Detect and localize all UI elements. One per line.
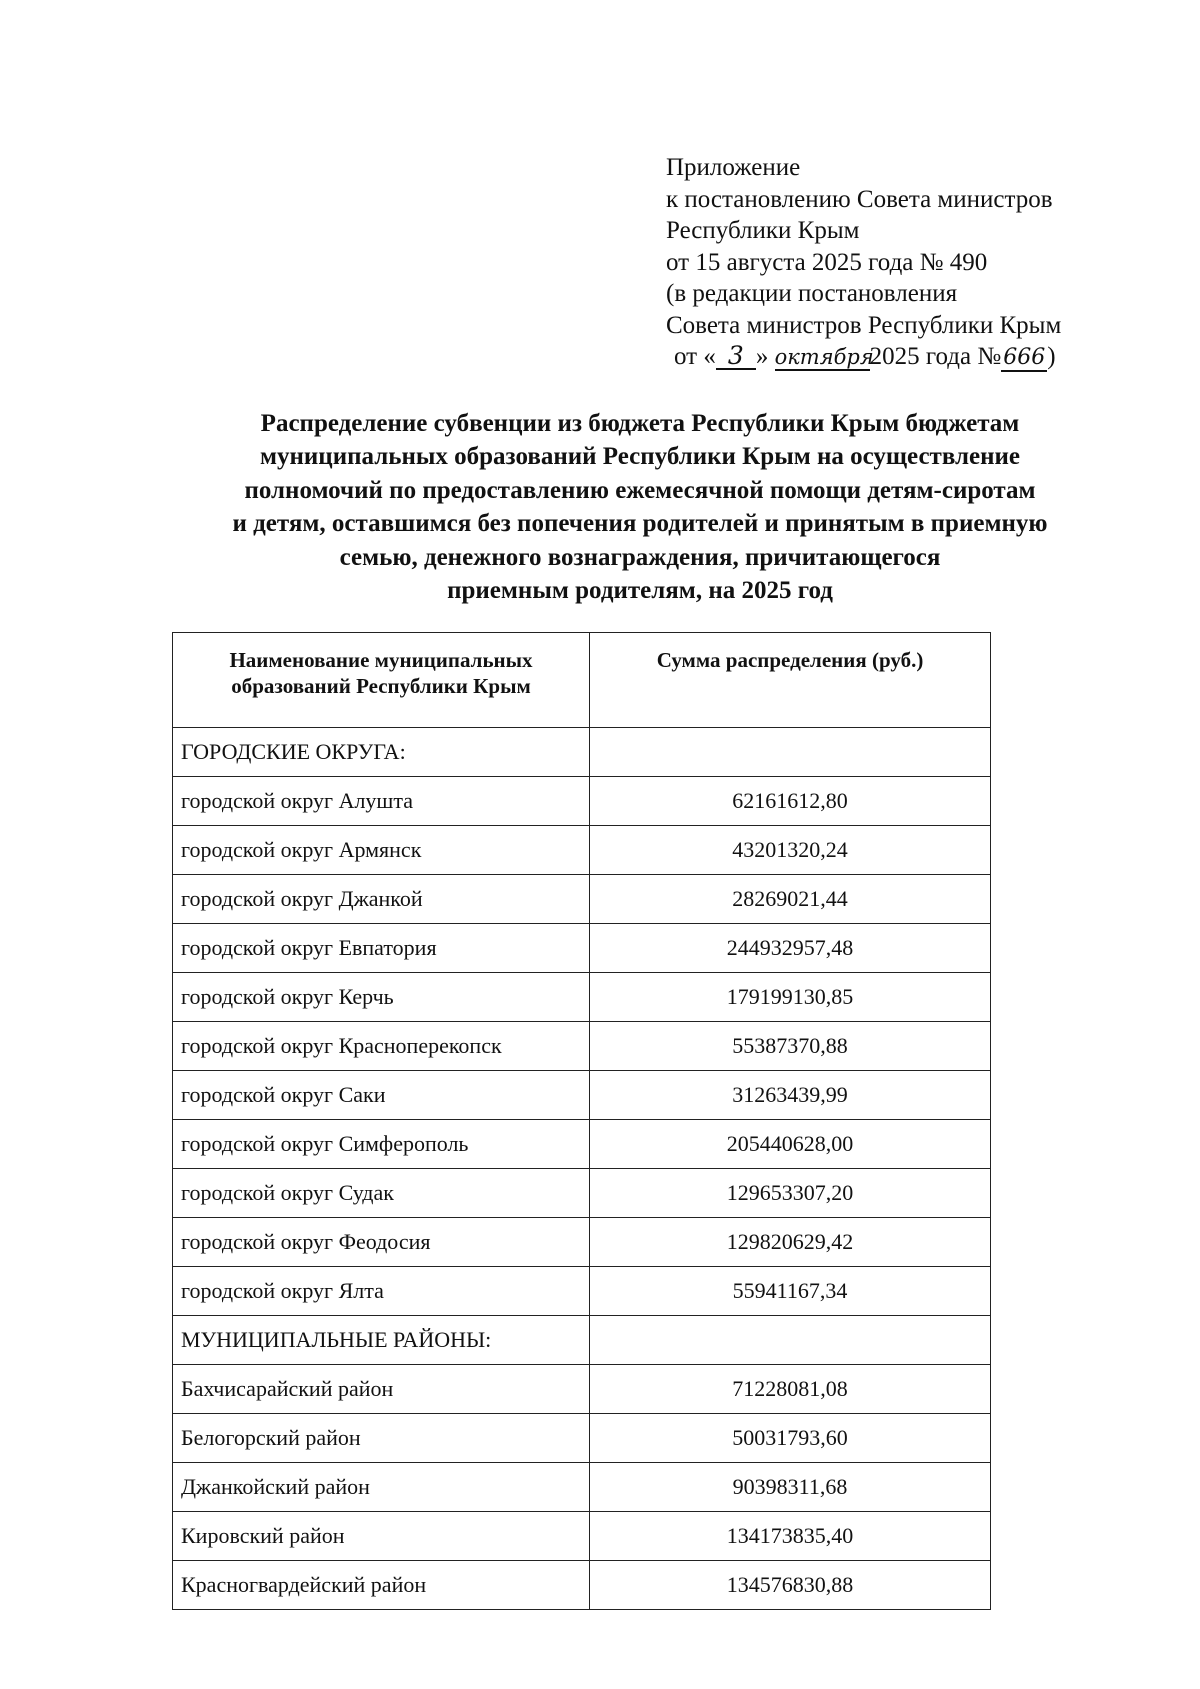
amount-cell: 62161612,80 [590,777,991,826]
amount-cell: 90398311,68 [590,1463,991,1512]
distribution-table [172,632,991,1610]
amount-cell: 50031793,60 [590,1414,991,1463]
title-line: полномочий по предоставлению ежемесячной помощи детям-сиротам [244,476,1036,504]
amount-cell: 43201320,24 [590,826,991,875]
municipality-cell: Кировский район [173,1512,590,1561]
header-amount: Сумма распределения (руб.) [590,633,991,728]
table-header-row [173,633,991,728]
table-section-row [173,728,991,777]
annex-line: Совета министров Республики Крым [666,311,1062,339]
annex-date-line [666,341,1061,373]
municipality-cell: Белогорский район [173,1414,590,1463]
document-title [170,407,1110,607]
amount-cell: 55387370,88 [590,1022,991,1071]
amount-cell: 205440628,00 [590,1120,991,1169]
municipality-cell: городской округ Судак [173,1169,590,1218]
date-suffix: ) [1047,343,1056,370]
amount-cell: 134576830,88 [590,1561,991,1610]
amount-cell: 55941167,34 [590,1267,991,1316]
annex-line: Приложение [666,154,801,181]
amount-cell: 71228081,08 [590,1365,991,1414]
table-row [173,875,991,924]
municipality-cell: городской округ Джанкой [173,875,590,924]
amount-cell [590,1316,991,1365]
annex-line: (в редакции постановления [666,280,958,307]
handwritten-month: октября [774,345,874,369]
amount-cell [590,728,991,777]
municipality-cell: Бахчисарайский район [173,1365,590,1414]
municipality-cell: городской округ Керчь [173,973,590,1022]
municipality-cell: Красногвардейский район [173,1561,590,1610]
municipality-cell: городской округ Симферополь [173,1120,590,1169]
amount-cell: 31263439,99 [590,1071,991,1120]
municipality-cell: городской округ Евпатория [173,924,590,973]
municipality-cell: Джанкойский район [173,1463,590,1512]
date-mid: » [755,343,769,370]
table-row [173,1022,991,1071]
section-label: ГОРОДСКИЕ ОКРУГА: [173,728,590,777]
amount-cell: 134173835,40 [590,1512,991,1561]
amount-cell: 129820629,42 [590,1218,991,1267]
table-row [173,1267,991,1316]
amount-cell: 179199130,85 [590,973,991,1022]
table-row [173,777,991,826]
table-row [173,1120,991,1169]
amount-cell: 28269021,44 [590,875,991,924]
title-line: приемным родителям, на 2025 год [447,577,833,605]
amount-cell: 244932957,48 [590,924,991,973]
amount-cell: 129653307,20 [590,1169,991,1218]
annex-line: Республики Крым [666,217,860,244]
handwritten-number: 666 [1003,345,1046,370]
date-prefix: от « [674,343,716,370]
municipality-cell: городской округ Армянск [173,826,590,875]
annex-line: от 15 августа 2025 года № 490 [666,248,988,276]
table-row [173,826,991,875]
title-line: и детям, оставшимся без попечения родителей и принятым в приемную [232,510,1048,538]
municipality-cell: городской округ Ялта [173,1267,590,1316]
table-row [173,924,991,973]
title-line: Распределение субвенции из бюджета Республики Крым бюджетам [260,410,1020,437]
table-row [173,1169,991,1218]
title-line: муниципальных образований Республики Крым на осуществление [259,443,1021,471]
municipality-cell: городской округ Саки [173,1071,590,1120]
table-row [173,1561,991,1610]
municipality-cell: городской округ Феодосия [173,1218,590,1267]
annex-block [666,152,1061,373]
header-municipality: Наименование муниципальных образований Республики Крым [173,633,590,728]
handwritten-day: 3 [716,344,756,370]
table-row [173,973,991,1022]
table-section-row [173,1316,991,1365]
annex-line: к постановлению Совета министров [666,185,1053,213]
table-row [173,1414,991,1463]
table-row [173,1512,991,1561]
title-line: семью, денежного вознаграждения, причитающегося [339,543,941,571]
date-year: 2025 года № [869,343,1002,370]
table-row [173,1218,991,1267]
table-row [173,1071,991,1120]
table-row [173,1463,991,1512]
table-row [173,1365,991,1414]
municipality-cell: городской округ Алушта [173,777,590,826]
municipality-cell: городской округ Красноперекопск [173,1022,590,1071]
section-label: МУНИЦИПАЛЬНЫЕ РАЙОНЫ: [173,1316,590,1365]
